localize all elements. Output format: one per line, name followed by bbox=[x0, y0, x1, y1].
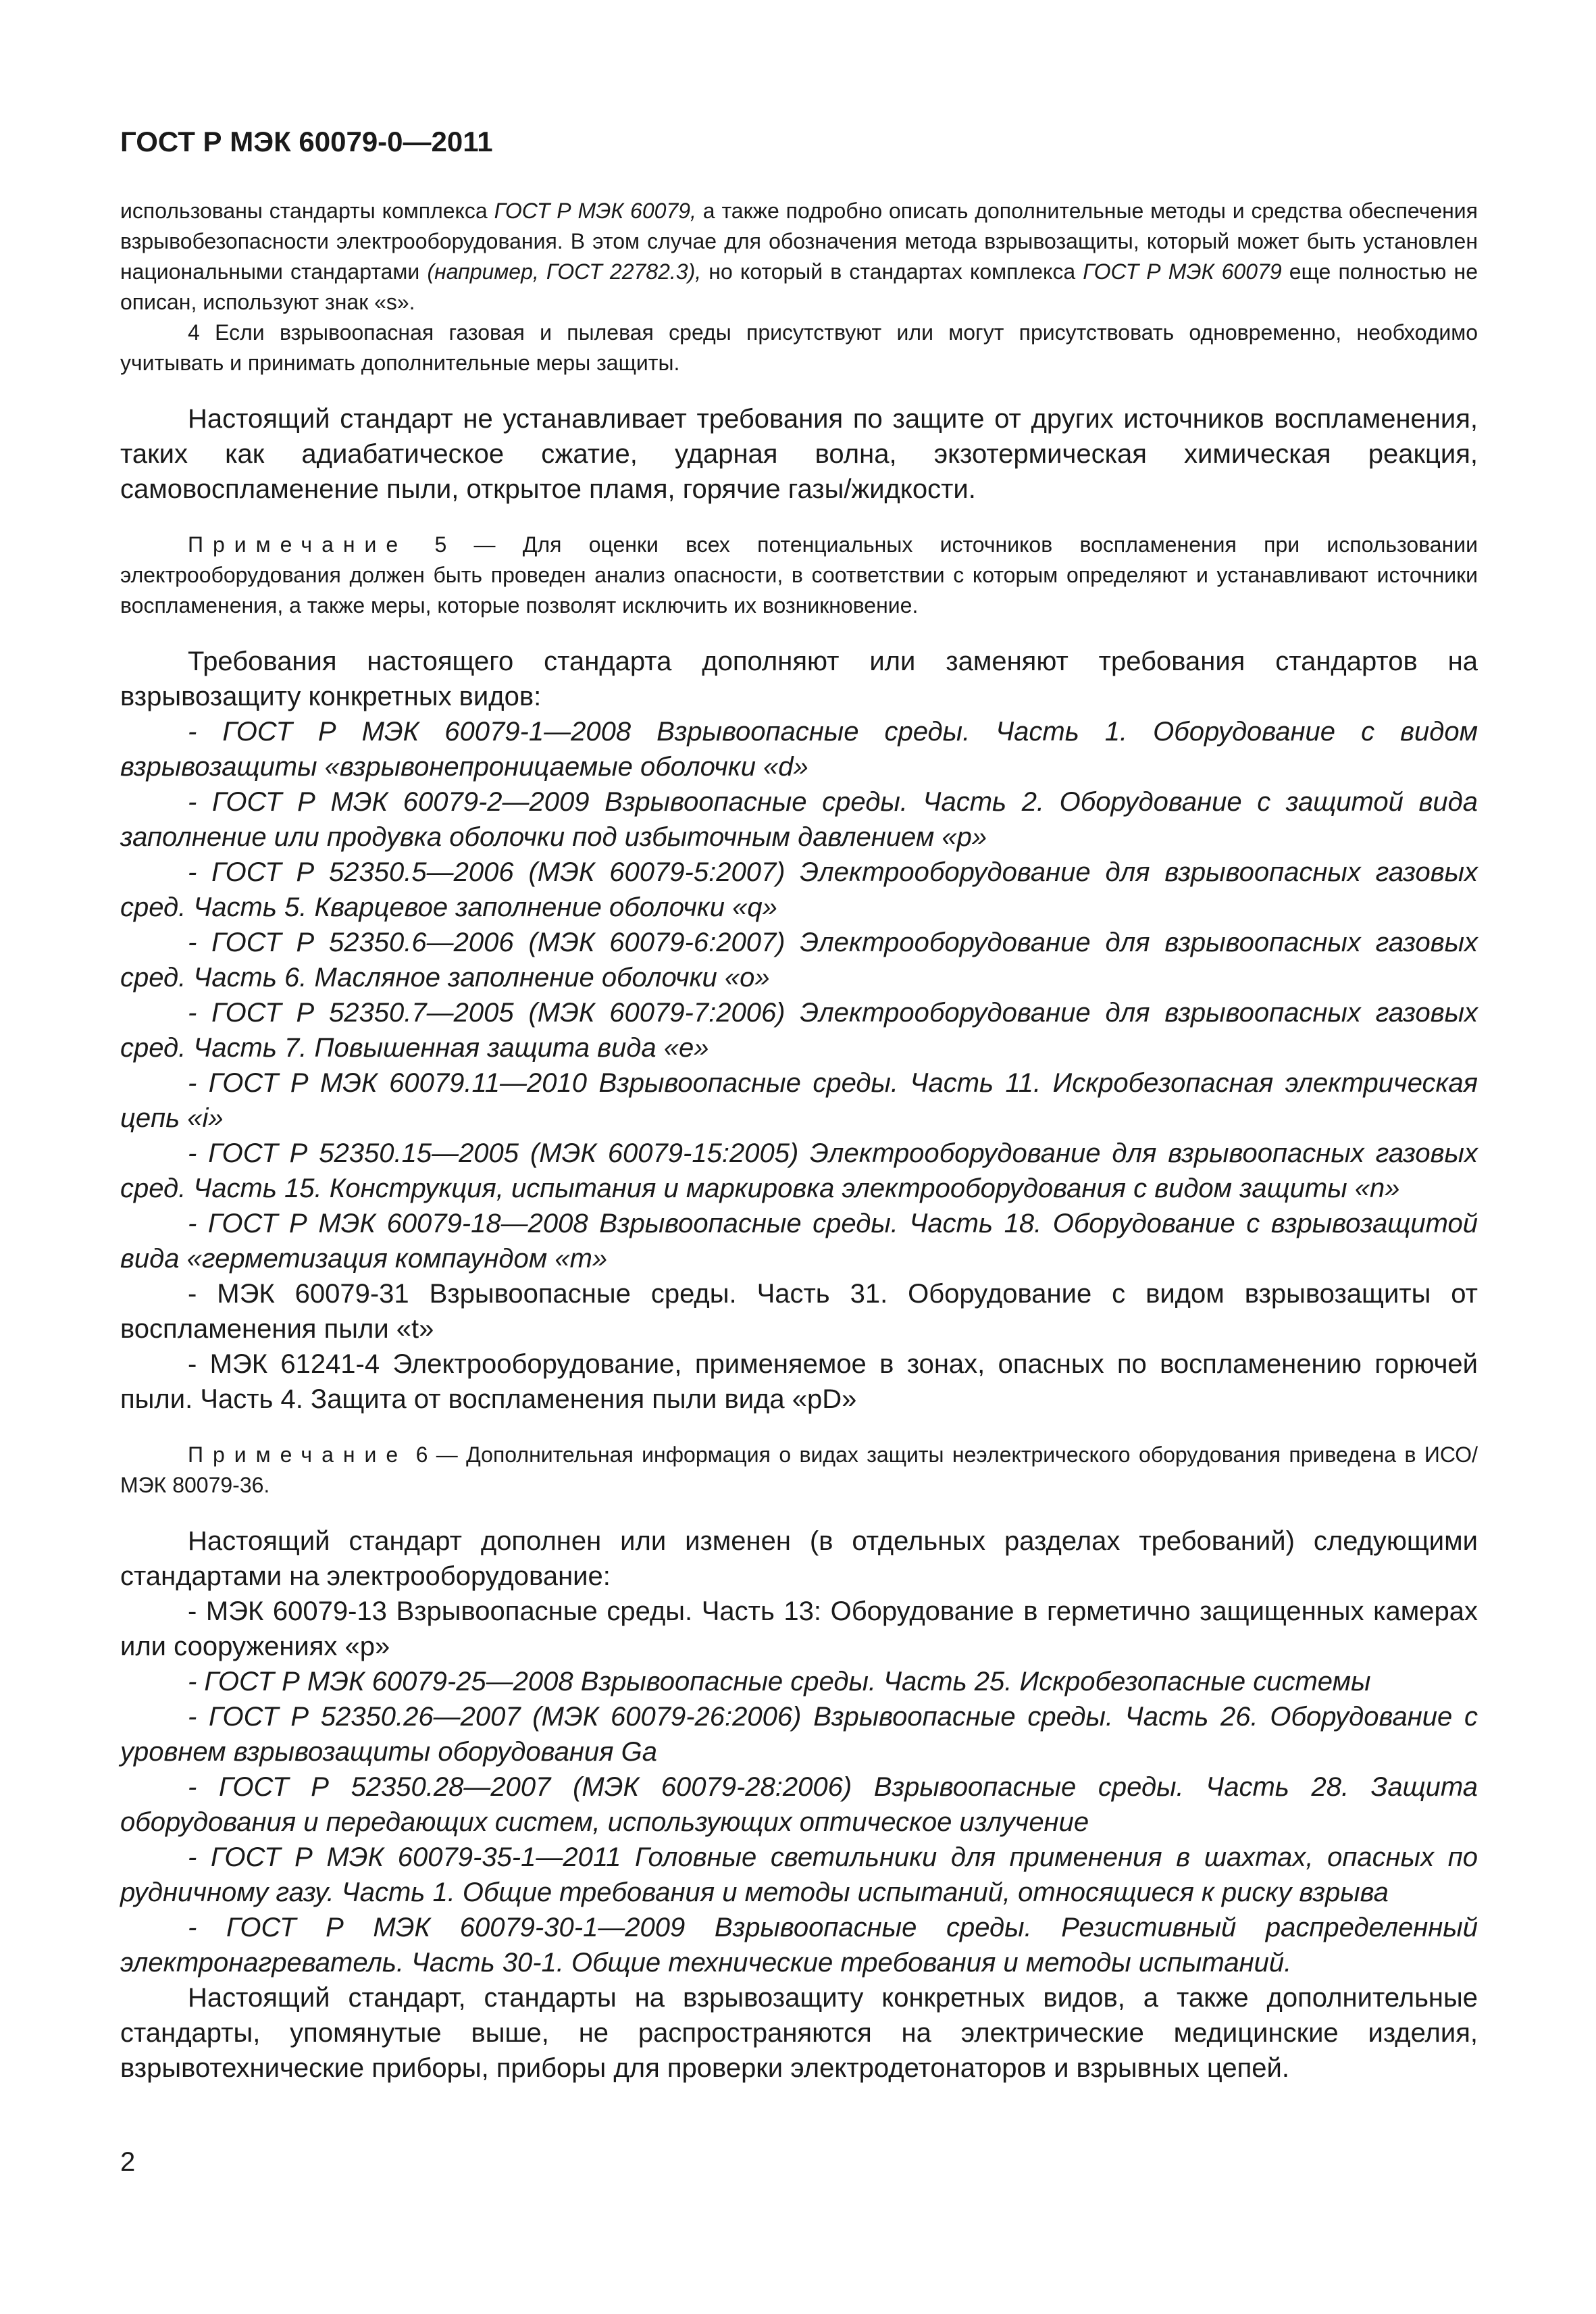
list-item: - ГОСТ Р МЭК 60079-1—2008 Взрывоопасные среды. Часть 1. Оборудование с видом взрывозащиты «взрывонепроницаемые оболочки «d» bbox=[120, 717, 1478, 782]
note-6-text: 6 — Дополнительная информация о видах защиты неэлектрического оборудования приведена в ИСО/МЭК 80079-36. bbox=[120, 1442, 1478, 1497]
page-number: 2 bbox=[120, 2147, 136, 2177]
list-item: - ГОСТ Р МЭК 60079-35-1—2011 Головные светильники для применения в шахтах, опасных по рудничному газу. Часть 1. Общие требования и методы испытаний, относящиеся к риску взрыва bbox=[120, 1842, 1478, 1907]
intro-text-3: но который в стандартах комплекса bbox=[701, 259, 1083, 284]
intro-ref-1: ГОСТ Р МЭК 60079, bbox=[494, 199, 696, 223]
list-item: - ГОСТ Р МЭК 60079-18—2008 Взрывоопасные среды. Часть 18. Оборудование с взрывозащитой вида «герметизация компаундом «m» bbox=[120, 1209, 1478, 1274]
paragraph-scope-exclusions: Настоящий стандарт, стандарты на взрывозащиту конкретных видов, а также дополнительные стандарты, упомянутые выше, не распространяются на электрические медицинские изделия, взрывотехнические приборы, приборы для проверки электродетонаторов и взрывных цепей. bbox=[120, 1983, 1478, 2083]
list-item: - ГОСТ Р 52350.28—2007 (МЭК 60079-28:2006) Взрывоопасные среды. Часть 28. Защита оборудования и передающих систем, использующих оптическое излучение bbox=[120, 1772, 1478, 1837]
paragraph-ignition-sources: Настоящий стандарт не устанавливает требования по защите от других источников воспламенения, таких как адиабатическое сжатие, ударная волна, экзотермическая химическая реакция, самовоспламенение пыли, открытое пламя, горячие газы/жидкости. bbox=[120, 404, 1478, 504]
note-4: 4 Если взрывоопасная газовая и пылевая среды присутствуют или могут присутствовать одновременно, необходимо учитывать и принимать дополнительные меры защиты. bbox=[120, 320, 1478, 375]
list-item: - ГОСТ Р 52350.15—2005 (МЭК 60079-15:2005) Электрооборудование для взрывоопасных газовых сред. Часть 15. Конструкция, испытания и маркировка электрооборудования с видом защиты «n» bbox=[120, 1138, 1478, 1203]
note-6 bbox=[120, 1440, 1478, 1501]
paragraph-supplemented: Настоящий стандарт дополнен или изменен (в отдельных разделах требований) следующими стандартами на электрооборудование: bbox=[120, 1526, 1478, 1591]
list-item: - МЭК 60079-31 Взрывоопасные среды. Часть 31. Оборудование с видом взрывозащиты от воспламенения пыли «t» bbox=[120, 1279, 1478, 1344]
page-content bbox=[120, 126, 1478, 2086]
list-item: - ГОСТ Р МЭК 60079-30-1—2009 Взрывоопасные среды. Резистивный распределенный электронагреватель. Часть 30-1. Общие технические требования и методы испытаний. bbox=[120, 1913, 1478, 1978]
document-header: ГОСТ Р МЭК 60079-0—2011 bbox=[120, 126, 493, 157]
list-item: - ГОСТ Р 52350.5—2006 (МЭК 60079-5:2007) Электрооборудование для взрывоопасных газовых сред. Часть 5. Кварцевое заполнение оболочки «q» bbox=[120, 857, 1478, 922]
note-6-label: Примечание bbox=[188, 1442, 408, 1467]
intro-text-4: еще полностью не описан, используют знак «s». bbox=[120, 259, 1478, 314]
note-5-label: Примечание bbox=[188, 532, 408, 557]
paragraph-requirements: Требования настоящего стандарта дополняют или заменяют требования стандартов на взрывозащиту конкретных видов: bbox=[120, 647, 1478, 711]
note-5-text: 5 — Для оценки всех потенциальных источников воспламенения при использовании электрооборудования должен быть проведен анализ опасности, в соответствии с которым определяют и устанавливают источники воспламенения, а также меры, которые позволят исключить их возникновение. bbox=[120, 532, 1478, 618]
note-5 bbox=[120, 530, 1478, 621]
intro-ref-2: (например, ГОСТ 22782.3), bbox=[427, 259, 702, 284]
list-item: - МЭК 60079-13 Взрывоопасные среды. Часть 13: Оборудование в герметично защищенных камерах или сооружениях «р» bbox=[120, 1596, 1478, 1661]
intro-text-2: а также подробно описать дополнительные методы и средства обеспечения взрывобезопасности электрооборудования. В этом случае для обозначения метода взрывозащиты, который может быть установлен национальными стандартами bbox=[120, 199, 1478, 284]
list-item: - ГОСТ Р МЭК 60079.11—2010 Взрывоопасные среды. Часть 11. Искробезопасная электрическая цепь «i» bbox=[120, 1068, 1478, 1133]
list-item: - ГОСТ Р МЭК 60079-2—2009 Взрывоопасные среды. Часть 2. Оборудование с защитой вида заполнение или продувка оболочки под избыточным давлением «р» bbox=[120, 787, 1478, 852]
intro-ref-3: ГОСТ Р МЭК 60079 bbox=[1083, 259, 1282, 284]
intro-text-1: использованы стандарты комплекса bbox=[120, 199, 494, 223]
list-item: - МЭК 61241-4 Электрооборудование, применяемое в зонах, опасных по воспламенению горючей пыли. Часть 4. Защита от воспламенения пыли вида «pD» bbox=[120, 1349, 1478, 1414]
list-item: - ГОСТ Р 52350.26—2007 (МЭК 60079-26:2006) Взрывоопасные среды. Часть 26. Оборудование с уровнем взрывозащиты оборудования Ga bbox=[120, 1702, 1478, 1767]
list-item: - ГОСТ Р 52350.7—2005 (МЭК 60079-7:2006) Электрооборудование для взрывоопасных газовых сред. Часть 7. Повышенная защита вида «е» bbox=[120, 998, 1478, 1063]
list-item: - ГОСТ Р МЭК 60079-25—2008 Взрывоопасные среды. Часть 25. Искробезопасные системы bbox=[188, 1667, 1371, 1696]
intro-note-continuation bbox=[120, 196, 1478, 318]
list-item: - ГОСТ Р 52350.6—2006 (МЭК 60079-6:2007) Электрооборудование для взрывоопасных газовых сред. Часть 6. Масляное заполнение оболочки «о» bbox=[120, 928, 1478, 992]
